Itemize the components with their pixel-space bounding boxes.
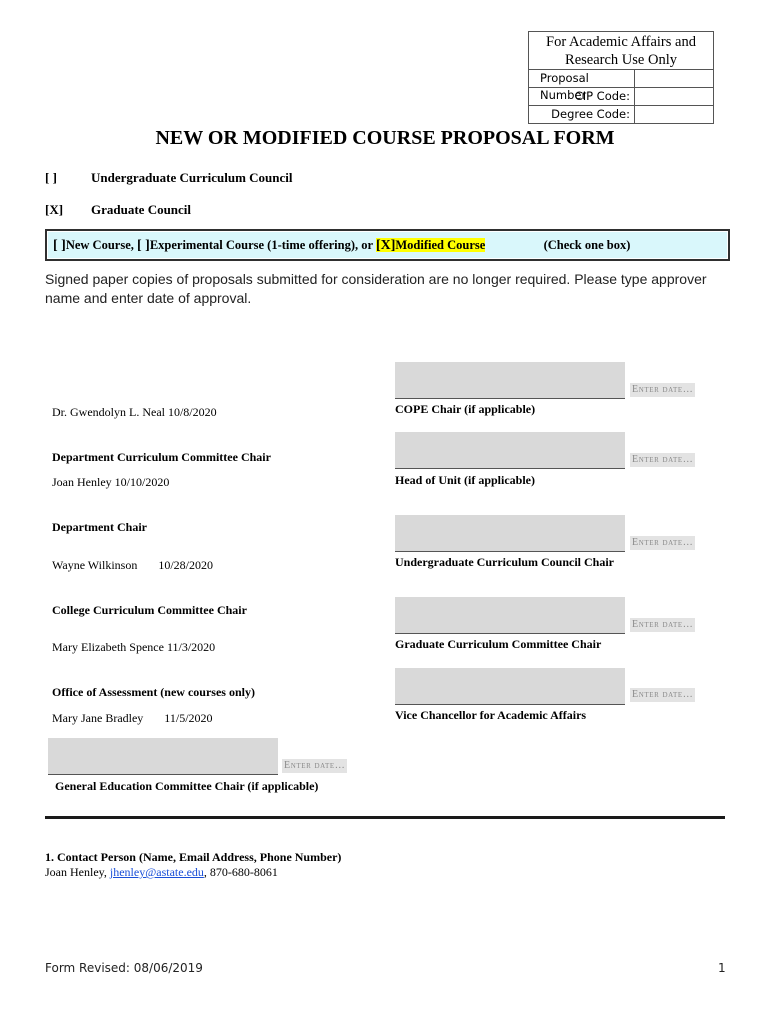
gcc-chair-label: Graduate Curriculum Committee Chair bbox=[395, 637, 602, 651]
cip-code-label: CIP Code: bbox=[529, 88, 635, 105]
approver-name[interactable]: Joan Henley 10/10/2020 bbox=[52, 475, 170, 489]
cip-code-value[interactable] bbox=[635, 88, 713, 105]
proposal-number-label: Proposal Number bbox=[529, 70, 635, 87]
or-text: or bbox=[361, 238, 373, 252]
experimental-course-checkbox[interactable]: [ ] bbox=[137, 238, 150, 253]
academic-affairs-use-box bbox=[528, 31, 714, 124]
form-revised-footer: Form Revised: 08/06/2019 bbox=[45, 961, 203, 975]
cope-chair-label: COPE Chair (if applicable) bbox=[395, 402, 536, 416]
approver-name[interactable]: Dr. Gwendolyn L. Neal 10/8/2020 bbox=[52, 405, 217, 419]
new-course-label: New Course, bbox=[65, 238, 134, 252]
modified-course-checkbox[interactable]: [X] bbox=[375, 238, 396, 253]
course-type-box bbox=[45, 229, 730, 261]
ucc-chair-signature-field[interactable] bbox=[395, 515, 625, 552]
gen-ed-chair-signature-field[interactable] bbox=[48, 738, 278, 775]
approver-role: Department Curriculum Committee Chair bbox=[52, 450, 271, 464]
degree-code-row bbox=[529, 105, 713, 123]
approver-role: College Curriculum Committee Chair bbox=[52, 603, 247, 617]
check-one-instruction: (Check one box) bbox=[543, 238, 631, 252]
cope-chair-signature-field[interactable] bbox=[395, 362, 625, 399]
section-divider bbox=[45, 816, 725, 819]
council-graduate-checkbox[interactable]: [X] bbox=[45, 202, 64, 217]
contact-name: Joan Henley, bbox=[45, 865, 107, 879]
council-graduate[interactable] bbox=[45, 202, 191, 218]
modified-course-label: Modified Course bbox=[395, 238, 486, 252]
degree-code-label: Degree Code: bbox=[529, 106, 635, 123]
council-undergraduate[interactable] bbox=[45, 170, 293, 186]
approver-name[interactable]: Mary Elizabeth Spence 11/3/2020 bbox=[52, 640, 216, 654]
approval-notice: Signed paper copies of proposals submitted for consideration are no longer required. Please type approver name and enter date of approval. bbox=[45, 271, 707, 306]
vice-chancellor-label: Vice Chancellor for Academic Affairs bbox=[395, 708, 587, 722]
vice-chancellor-date-picker[interactable]: Enter date… bbox=[632, 689, 694, 700]
council-undergraduate-checkbox[interactable]: [ ] bbox=[45, 170, 57, 185]
head-of-unit-date-picker[interactable]: Enter date… bbox=[632, 454, 694, 465]
approver-role: Department Chair bbox=[52, 520, 147, 534]
contact-person-details bbox=[45, 865, 278, 880]
page-number: 1 bbox=[718, 961, 726, 975]
approver-role: Office of Assessment (new courses only) bbox=[52, 685, 255, 699]
council-graduate-label: Graduate Council bbox=[91, 202, 192, 217]
gcc-chair-date-picker[interactable]: Enter date… bbox=[632, 619, 694, 630]
experimental-course-label: Experimental Course (1-time offering), bbox=[149, 238, 359, 252]
cope-chair-date-picker[interactable]: Enter date… bbox=[632, 384, 694, 395]
approver-name[interactable]: Wayne Wilkinson 10/28/2020 bbox=[52, 558, 213, 572]
use-box-heading: For Academic Affairs and Research Use Only bbox=[529, 32, 713, 70]
modified-course-option[interactable] bbox=[376, 238, 485, 252]
cip-code-row bbox=[529, 87, 713, 105]
contact-phone: , 870-680-8061 bbox=[203, 865, 278, 879]
ucc-chair-date-picker[interactable]: Enter date… bbox=[632, 537, 694, 548]
contact-person-heading: 1. Contact Person (Name, Email Address, Phone Number) bbox=[45, 850, 342, 864]
gen-ed-chair-label: General Education Committee Chair (if applicable) bbox=[55, 779, 319, 793]
vice-chancellor-signature-field[interactable] bbox=[395, 668, 625, 705]
ucc-chair-label: Undergraduate Curriculum Council Chair bbox=[395, 555, 614, 569]
head-of-unit-label: Head of Unit (if applicable) bbox=[395, 473, 535, 487]
gcc-chair-signature-field[interactable] bbox=[395, 597, 625, 634]
form-title: NEW OR MODIFIED COURSE PROPOSAL FORM bbox=[155, 127, 615, 149]
proposal-number-value[interactable] bbox=[635, 70, 713, 87]
council-undergraduate-label: Undergraduate Curriculum Council bbox=[91, 170, 293, 185]
new-course-checkbox[interactable]: [ ] bbox=[53, 238, 66, 253]
contact-email-link[interactable]: jhenley@astate.edu bbox=[109, 865, 204, 879]
degree-code-value[interactable] bbox=[635, 106, 713, 123]
approver-name[interactable]: Mary Jane Bradley 11/5/2020 bbox=[52, 711, 213, 725]
head-of-unit-signature-field[interactable] bbox=[395, 432, 625, 469]
gen-ed-chair-date-picker[interactable]: Enter date… bbox=[284, 760, 346, 771]
